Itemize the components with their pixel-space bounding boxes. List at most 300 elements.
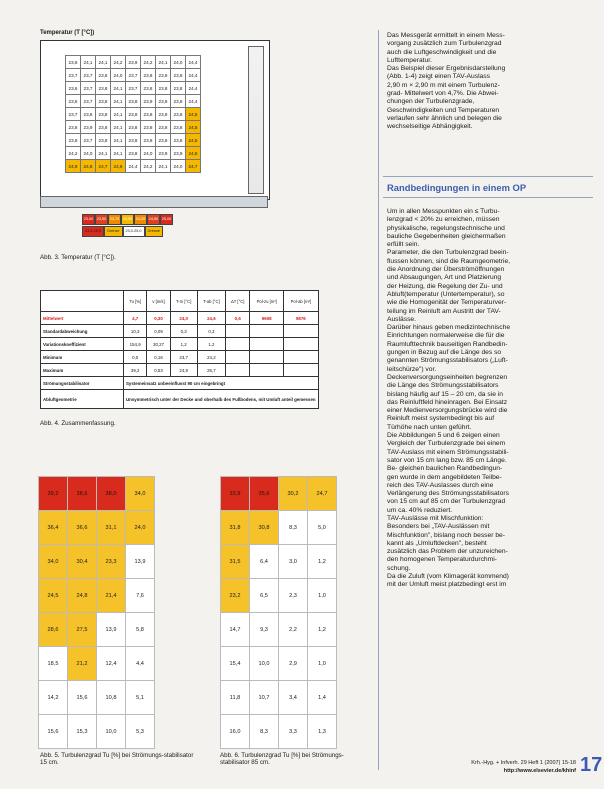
text-line: Abluft(temperatur (Untertemperatur), so — [387, 290, 505, 298]
figure3-cell: 23,8 — [156, 69, 171, 82]
figure3-cell: 23,8 — [171, 82, 186, 95]
text-line: und Absaugungen, Art und Platzierung — [387, 274, 502, 282]
figure4-cell — [284, 338, 318, 351]
figure6-row — [221, 715, 337, 749]
figure5-row — [39, 647, 155, 681]
figure6-cell: 24,7 — [308, 477, 337, 511]
figure5-cell: 24,5 — [39, 579, 68, 613]
figure3-cell: 23,8 — [171, 121, 186, 134]
figure4-header: Pol-zu [m³] — [250, 291, 284, 312]
figure5-cell: 24,0 — [126, 511, 155, 545]
figure6-cell: 30,2 — [279, 477, 308, 511]
figure4-cell — [250, 338, 284, 351]
figure4-cell: 24,2 — [197, 351, 226, 364]
figure5-cell: 10,0 — [97, 715, 126, 749]
figure5-cell: 36,4 — [39, 511, 68, 545]
figure4-caption: Abb. 4. Zusammenfassung. — [40, 420, 116, 427]
figure3-cell: 23,8 — [96, 82, 111, 95]
figure3-cell: 23,7 — [126, 82, 141, 95]
figure5-cell: 34,0 — [126, 477, 155, 511]
figure5-cell: 31,1 — [97, 511, 126, 545]
legend-limit-low: Grenze — [104, 226, 122, 237]
figure5-cell: 15,6 — [68, 681, 97, 715]
section-heading: Randbedingungen in einem OP — [387, 182, 527, 193]
figure3-caption: Abb. 3. Temperatur (T [°C]). — [40, 254, 116, 261]
figure6-row — [221, 579, 337, 613]
figure4-row — [41, 325, 319, 338]
figure6-cell: 8,3 — [250, 715, 279, 749]
text-line: Verlängerung des Strömungsstabilisators — [387, 490, 509, 498]
figure3-cell: 23,8 — [141, 134, 156, 147]
figure5-cell: 10,8 — [97, 681, 126, 715]
text-line: Geschwindigkeiten und Temperaturen — [387, 106, 500, 114]
figure3-cell: 23,8 — [126, 95, 141, 108]
figure6-cell: 2,3 — [279, 579, 308, 613]
figure4-cell: 0,0 — [124, 351, 147, 364]
figure3-cell: 23,8 — [126, 134, 141, 147]
figure6-cell: 10,0 — [250, 647, 279, 681]
figure3-legend-row2 — [82, 226, 163, 237]
figure3-cell: 24,1 — [81, 56, 96, 69]
figure3-cell: 24,2 — [141, 56, 156, 69]
figure4-table — [40, 290, 319, 409]
figure5-cell: 18,5 — [39, 647, 68, 681]
figure3-row — [66, 147, 201, 160]
figure4-cell — [284, 325, 318, 338]
figure4-cell — [226, 325, 250, 338]
figure3-row — [66, 56, 201, 69]
figure6-cell: 1,0 — [308, 647, 337, 681]
figure3-cell: 23,8 — [96, 108, 111, 121]
figure3-cell: 23,8 — [156, 108, 171, 121]
figure3-cell: 23,8 — [141, 121, 156, 134]
body-text — [387, 208, 593, 590]
legend-range-low: 23,4-25,0 — [82, 226, 104, 237]
text-line: Besonders bei „TAV-Auslässen mit — [387, 523, 490, 531]
figure3-cell: 23,8 — [141, 108, 156, 121]
figure3-cell: 24,5 — [186, 108, 201, 121]
figure3-cell: 24,1 — [156, 160, 171, 173]
figure4-cell — [250, 325, 284, 338]
figure4-row — [41, 390, 319, 409]
text-line: gungen in Bezug auf die Länge des so — [387, 349, 502, 357]
text-line: die Länge des Strömungsstabilisators — [387, 382, 499, 390]
figure6-cell: 1,0 — [308, 579, 337, 613]
text-line: auch die Luftgeschwindigkeit und die — [387, 48, 497, 56]
figure3-cell: 24,1 — [96, 147, 111, 160]
figure5-cell: 7,6 — [126, 579, 155, 613]
figure6-cell: 3,0 — [279, 545, 308, 579]
figure6-cell: 1,4 — [308, 681, 337, 715]
figure5-caption: Abb. 5. Turbulenzgrad Tu [%] bei Strömungs-stabilisator 15 cm. — [40, 752, 194, 766]
figure3-cell: 23,8 — [171, 108, 186, 121]
figure3-axis-strip — [40, 196, 268, 208]
figure4-cell: 9876 — [284, 312, 318, 325]
figure6-row — [221, 477, 337, 511]
heading-rule-top — [383, 176, 593, 177]
figure3-cell: 24,7 — [96, 160, 111, 173]
figure6-cell: 5,0 — [308, 511, 337, 545]
text-line: sator von 15 cm lang bzw. 85 cm Länge. — [387, 456, 507, 464]
figure4-header — [41, 291, 124, 312]
figure5-cell: 12,4 — [97, 647, 126, 681]
figure3-cell: 23,7 — [81, 69, 96, 82]
figure5-row — [39, 545, 155, 579]
column-divider — [378, 30, 379, 770]
figure3-row — [66, 108, 201, 121]
footer-url[interactable]: http://www.elsevier.de/khinf — [503, 768, 576, 774]
figure5-cell: 15,6 — [39, 715, 68, 749]
text-line: Mischfunktion", bislang noch besser be- — [387, 531, 505, 539]
figure3-cell: 24,1 — [111, 108, 126, 121]
figure3-cell: 24,5 — [186, 121, 201, 134]
text-line: bislang häufig auf 15 – 20 cm, da sie in — [387, 390, 503, 398]
figure3-cell: 23,9 — [126, 56, 141, 69]
text-line: kannt als „Umluftdecken", besteht — [387, 539, 487, 547]
text-line: teilung im Reinluft am Austritt der TAV- — [387, 307, 501, 315]
figure6-cell: 1,3 — [308, 715, 337, 749]
text-line: TAV-Auslass mit einem Strömungsstabili- — [387, 448, 509, 456]
figure3-cell: 23,8 — [156, 121, 171, 134]
figure3-cell: 23,8 — [141, 82, 156, 95]
figure3-row — [66, 121, 201, 134]
figure5-row — [39, 511, 155, 545]
figure3-cell: 23,7 — [66, 108, 81, 121]
figure6-row — [221, 545, 337, 579]
figure4-note: Unsymmetrisch unter der Decke und oberhalb des Fußbodens, mit Umluft anteil gemessen — [124, 390, 319, 409]
figure3-legend-value: 23,50 — [95, 214, 108, 225]
figure6-cell: 1,2 — [308, 613, 337, 647]
figure3-cell: 23,8 — [81, 108, 96, 121]
figure4-header: T-ab [°C] — [197, 291, 226, 312]
figure6-cell: 14,7 — [221, 613, 250, 647]
figure4-row-label: Strömungsstabilisator — [41, 377, 124, 390]
figure6-row — [221, 613, 337, 647]
figure3-cell: 24,1 — [111, 134, 126, 147]
figure5-cell: 14,2 — [39, 681, 68, 715]
figure3-legend-value: 24,00 — [121, 214, 134, 225]
figure3-cell: 24,5 — [186, 147, 201, 160]
figure5-row — [39, 681, 155, 715]
text-line: leitschürze") vor. — [387, 365, 437, 373]
figure5-row — [39, 579, 155, 613]
figure4-row — [41, 364, 319, 377]
figure5-cell: 5,3 — [126, 715, 155, 749]
figure3-cell: 24,0 — [141, 147, 156, 160]
figure3-cell: 24,9 — [66, 160, 81, 173]
figure6-cell: 8,3 — [279, 511, 308, 545]
figure6-cell: 1,2 — [308, 545, 337, 579]
figure4-cell — [226, 364, 250, 377]
figure5-row — [39, 715, 155, 749]
text-line: (Abb. 1-4) zeigt einen TAV-Auslass — [387, 73, 490, 81]
text-line: die Anordnung der Überströmöffnungen — [387, 266, 505, 274]
figure3-row — [66, 160, 201, 173]
figure5-cell: 13,9 — [97, 613, 126, 647]
figure3-cell: 24,1 — [156, 56, 171, 69]
figure4-header: Pol-ab [m³] — [284, 291, 318, 312]
figure4-row — [41, 312, 319, 325]
figure4-cell: 23,7 — [170, 351, 197, 364]
figure3-cell: 23,8 — [141, 69, 156, 82]
figure3-legend-value: 24,50 — [147, 214, 160, 225]
figure3-cell: 23,8 — [66, 56, 81, 69]
figure3-legend — [82, 214, 173, 225]
text-line: bauliche Gegebenheiten gleichermaßen — [387, 232, 506, 240]
figure3-cell: 23,8 — [171, 95, 186, 108]
figure3-cell: 24,8 — [81, 160, 96, 173]
figure3-cell: 23,9 — [171, 147, 186, 160]
figure3-cell: 23,7 — [66, 69, 81, 82]
text-line: zusätzlich das Problem der unzureichen- — [387, 548, 508, 556]
figure3-legend-value: 25,00 — [160, 214, 173, 225]
text-line: Das Beispiel dieser Ergebnisdarstellung — [387, 65, 506, 73]
text-line: Lufttemperatur. — [387, 56, 432, 64]
figure3-cell: 23,6 — [66, 95, 81, 108]
figure3-row — [66, 82, 201, 95]
figure3-row — [66, 69, 201, 82]
figure3-cell: 23,7 — [81, 134, 96, 147]
figure4-header: Tu [%] — [124, 291, 147, 312]
figure3-cell: 23,9 — [81, 121, 96, 134]
text-line: grad- Mittelwert von 4,7%. Die Abwei- — [387, 90, 499, 98]
figure3-cell: 23,8 — [66, 134, 81, 147]
figure4-header: T-m [°C] — [170, 291, 197, 312]
figure3-cell: 23,8 — [126, 108, 141, 121]
figure4-cell: 154,9 — [124, 338, 147, 351]
text-line: verlaufen sehr ähnlich und belegen die — [387, 114, 502, 122]
figure6-row — [221, 647, 337, 681]
text-line: chungen der Turbulenzgrade, — [387, 98, 475, 106]
figure6-cell: 31,8 — [221, 511, 250, 545]
figure6-cell: 3,3 — [279, 715, 308, 749]
figure5-cell: 13,9 — [126, 545, 155, 579]
figure5-cell: 38,6 — [68, 477, 97, 511]
figure4-cell — [250, 351, 284, 364]
figure4-cell: 0,09 — [147, 325, 170, 338]
figure3-panel — [40, 40, 270, 200]
figure3-cell: 24,0 — [81, 147, 96, 160]
text-line: wie die Homogenität der Temperaturver- — [387, 299, 507, 307]
figure4-row — [41, 377, 319, 390]
figure3-cell: 23,8 — [156, 95, 171, 108]
figure4-cell: 39,2 — [124, 364, 147, 377]
figure3-cell: 24,5 — [186, 134, 201, 147]
figure4-cell: 25,7 — [197, 364, 226, 377]
text-line: Deckenversorgungseinheiten begrenzen — [387, 373, 508, 381]
figure6-cell: 2,9 — [279, 647, 308, 681]
figure3-cell: 23,9 — [156, 147, 171, 160]
legend-range-mid: 23,0-25,0 — [123, 226, 145, 237]
figure3-cell: 24,4 — [186, 95, 201, 108]
figure3-legend-value: 24,25 — [134, 214, 147, 225]
text-line: Das Messgerät ermittelt in einem Mess- — [387, 32, 505, 39]
figure3-grid — [65, 55, 201, 173]
figure5-cell: 4,4 — [126, 647, 155, 681]
text-line: erfüllt sein. — [387, 241, 420, 249]
figure4-cell: 30,27 — [147, 338, 170, 351]
figure4-row-label: Mittelwert — [41, 312, 124, 325]
figure3-legend-value: 23,75 — [108, 214, 121, 225]
figure3-legend-value: 23,00 — [82, 214, 95, 225]
figure3-cell: 24,4 — [186, 56, 201, 69]
page-number: 17 — [580, 754, 603, 776]
figure6-cell: 3,4 — [279, 681, 308, 715]
figure4-cell: 0,30 — [147, 312, 170, 325]
figure6-cell: 11,8 — [221, 681, 250, 715]
figure3-cell: 24,1 — [111, 95, 126, 108]
figure5-cell: 21,2 — [68, 647, 97, 681]
figure3-cell: 24,2 — [66, 147, 81, 160]
figure6-row — [221, 511, 337, 545]
figure3-cell: 23,8 — [66, 121, 81, 134]
figure4-row-label: Maximum — [41, 364, 124, 377]
text-line: vorgang zusätzlich zum Turbulenzgrad — [387, 40, 502, 48]
figure4-cell — [250, 364, 284, 377]
figure6-cell: 6,4 — [250, 545, 279, 579]
figure6-cell: 6,5 — [250, 579, 279, 613]
figure3-cell: 24,0 — [171, 160, 186, 173]
text-line: der Heizung, die Regelung der Zu- und — [387, 282, 503, 290]
figure5-cell: 5,8 — [126, 613, 155, 647]
text-line: Türhöhe nach unten geführt. — [387, 423, 472, 431]
text-line: Parameter, die den Turbulenzgrad beein- — [387, 249, 509, 257]
figure5-cell: 38,0 — [97, 477, 126, 511]
figure3-cell: 23,6 — [66, 82, 81, 95]
text-line: Be- gleichen baulichen Randbedingun- — [387, 465, 503, 473]
figure4-cell — [226, 351, 250, 364]
text-line: 2,90 m × 2,90 m mit einem Turbulenz- — [387, 81, 500, 89]
figure4-row — [41, 351, 319, 364]
figure6-cell: 31,5 — [221, 545, 250, 579]
text-line: physikalische, regelungstechnische und — [387, 224, 505, 232]
figure3-cell: 24,1 — [111, 121, 126, 134]
figure5-cell: 27,5 — [68, 613, 97, 647]
figure4-cell: 24,6 — [197, 312, 226, 325]
figure5-cell: 15,3 — [68, 715, 97, 749]
text-line: das Reinluftfeld hineinragen. Bei Einsatz — [387, 398, 508, 406]
figure3-cell: 23,8 — [156, 82, 171, 95]
figure4-cell: 0,53 — [147, 364, 170, 377]
figure4-cell: 0,6 — [226, 312, 250, 325]
figure4-cell: 9608 — [250, 312, 284, 325]
text-line: Um in allen Messpunkten ein ≤ Turbu- — [387, 208, 500, 215]
text-line: genannten Strömungsstabilisators („Luft- — [387, 357, 508, 365]
figure3-cell: 24,4 — [186, 69, 201, 82]
intro-paragraph — [387, 32, 593, 132]
figure3-cell: 23,8 — [171, 134, 186, 147]
figure5-cell: 36,6 — [68, 511, 97, 545]
figure4-row-label: Abluftgeometrie — [41, 390, 124, 409]
figure6-cell: 33,9 — [221, 477, 250, 511]
figure6-cell: 9,3 — [250, 613, 279, 647]
figure3-row — [66, 95, 201, 108]
figure3-cell: 24,0 — [171, 56, 186, 69]
figure3-cell: 24,4 — [186, 82, 201, 95]
figure6-caption: Abb. 6. Turbulenzgrad Tu [%] bei Strömungs-stabilisator 85 cm. — [220, 752, 344, 766]
figure4-cell: 4,7 — [124, 312, 147, 325]
text-line: Vergleich der Turbulenzgrade bei einem — [387, 440, 506, 448]
text-line: wechselseitige Abhängigkeit. — [387, 123, 473, 131]
text-line: lenzgrad < 20% zu erreichen, müssen — [387, 216, 500, 224]
text-line: Darüber hinaus geben medizintechnische — [387, 324, 511, 332]
figure3-cell: 23,7 — [81, 95, 96, 108]
figure5-cell: 24,8 — [68, 579, 97, 613]
text-line: von 15 cm auf 85 cm der Turbulenzgrad — [387, 498, 506, 506]
figure3-cell: 24,0 — [111, 69, 126, 82]
text-line: um ca. 40% reduziert. — [387, 506, 453, 514]
footer-reference: Krh.-Hyg. + Infverh. 29 Heft 1 (2007) 15-18 — [471, 760, 576, 766]
figure3-cell: 23,8 — [96, 121, 111, 134]
figure3-cell: 24,1 — [111, 147, 126, 160]
figure4-cell: 24,0 — [170, 312, 197, 325]
figure5-row — [39, 613, 155, 647]
figure3-row — [66, 134, 201, 147]
figure4-note: Systemeinsatz unbeeinflusst 90 cm eingebringt — [124, 377, 319, 390]
figure4-row — [41, 338, 319, 351]
text-line: Reinluft meist systembedingt bis auf — [387, 415, 495, 423]
figure3-cell: 23,7 — [81, 82, 96, 95]
figure3-cell: 24,4 — [126, 160, 141, 173]
text-line: TAV-Auslässe mit Mischfunktion: — [387, 514, 484, 522]
figure6-cell: 10,7 — [250, 681, 279, 715]
figure5-row — [39, 477, 155, 511]
figure4-cell: 0,3 — [197, 325, 226, 338]
figure6-cell: 16,0 — [221, 715, 250, 749]
text-line: Raumlufttechnik bauseitigen Randbedin- — [387, 340, 508, 348]
figure3-cell: 23,7 — [126, 69, 141, 82]
figure3-title: Temperatur (T [°C]) — [40, 30, 95, 36]
figure3-cell: 24,7 — [186, 160, 201, 173]
figure5-cell: 21,4 — [97, 579, 126, 613]
text-line: Da die Zuluft (vom Klimagerät kommend) — [387, 573, 509, 581]
figure5-cell: 28,6 — [39, 613, 68, 647]
legend-limit-high: Grenze — [145, 226, 163, 237]
figure3-cell: 23,9 — [141, 95, 156, 108]
figure5-cell: 5,1 — [126, 681, 155, 715]
figure5-grid — [38, 476, 155, 749]
figure3-scale-bar — [248, 46, 264, 194]
text-line: Die Abbildungen 5 und 6 zeigen einen — [387, 432, 500, 440]
figure6-row — [221, 681, 337, 715]
figure5-cell: 30,4 — [68, 545, 97, 579]
figure3-cell: 23,8 — [126, 121, 141, 134]
figure3-cell: 23,8 — [126, 147, 141, 160]
figure4-cell: 1,2 — [170, 338, 197, 351]
heading-rule-bottom — [383, 197, 593, 198]
figure4-cell: 24,9 — [170, 364, 197, 377]
text-line: den homogenen Temperaturdurchmi- — [387, 556, 497, 564]
text-line: schung. — [387, 564, 411, 572]
text-line: gen wurde in dem angebildeten Teilbe- — [387, 473, 502, 481]
figure3-cell: 24,6 — [111, 160, 126, 173]
figure4-row-label: Minimum — [41, 351, 124, 364]
figure4-cell — [284, 364, 318, 377]
figure3-cell: 23,8 — [96, 69, 111, 82]
text-line: einer Medienversorgungsbrücke wird die — [387, 407, 508, 415]
figure6-cell: 35,6 — [250, 477, 279, 511]
text-line: flussen können, sind die Raumgeometrie, — [387, 257, 511, 265]
text-line: Auslässe. — [387, 315, 416, 323]
figure4-cell: 10,3 — [124, 325, 147, 338]
figure6-cell: 15,4 — [221, 647, 250, 681]
figure4-cell — [284, 351, 318, 364]
figure4-row-label: Variationskoeffizient — [41, 338, 124, 351]
figure3-cell: 23,8 — [156, 134, 171, 147]
text-line: mit der Umluft meist platzbedingt erst im — [387, 581, 507, 589]
figure6-cell: 2,2 — [279, 613, 308, 647]
figure4-header: v [m/s] — [147, 291, 170, 312]
